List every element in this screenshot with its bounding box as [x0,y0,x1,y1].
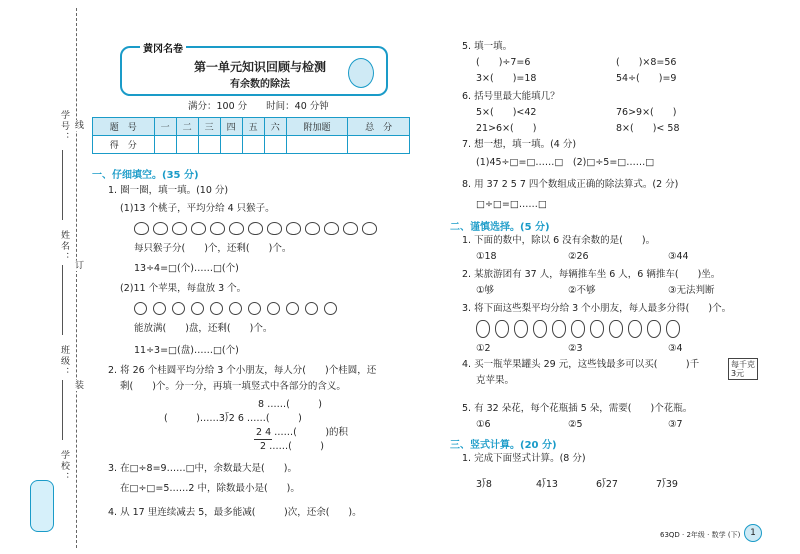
peach-icon [267,222,282,235]
q3: 3. 在□÷8=9……□中，余数最大是( )。 [108,463,297,474]
pear-icon [666,320,680,338]
q5c: 3×( )=18 [476,73,537,84]
score-input[interactable] [242,136,264,154]
apple-icon [210,302,223,315]
table-cell: 六 [264,118,286,136]
pear-icon [495,320,509,338]
footer-info: 63QD · 2年级 · 数学 (下) [660,531,741,539]
seal-mark: 装 [73,380,83,391]
pear-icon [514,320,528,338]
logo: 黄冈名卷 [140,40,186,55]
page-number: 1 [744,524,762,542]
score-table [92,117,410,154]
peach-icon [153,222,168,235]
apple-icon [267,302,280,315]
q5b: ( )×8=56 [616,57,677,68]
table-cell: 四 [220,118,242,136]
pear-icon [590,320,604,338]
peach-icon [343,222,358,235]
q1: 1. 圈一圈，填一填。(10 分) [108,185,229,196]
q1-1b: 13÷4=□(个)……□(个) [134,263,239,274]
pear-icon [476,320,490,338]
q2-dividend: ( )……3⟌2 6 ……( ) [164,413,302,424]
c5-option-1[interactable]: ①6 [476,419,491,430]
table-cell: 五 [242,118,264,136]
pear-icon [628,320,642,338]
v1: 1. 完成下面竖式计算。(8 分) [462,453,586,464]
pear-icon [571,320,585,338]
q8: 8. 用 37 2 5 7 四个数组成正确的除法算式。(2 分) [462,179,679,190]
q6b: 76>9×( ) [616,107,677,118]
c5-option-2[interactable]: ②5 [568,419,583,430]
c4: 4. 买一瓶苹果罐头 29 元，这些钱最多可以买( )千 [462,359,700,370]
peach-icon [210,222,225,235]
apple-icon [134,302,147,315]
c4b: 克苹果。 [476,375,515,386]
peach-icon [191,222,206,235]
table-cell: 总 分 [348,118,410,136]
price-tag: 每千克 3元 [728,358,758,380]
name-blank[interactable] [62,265,63,335]
q1-2b: 11÷3=□(盘)……□(个) [134,345,239,356]
peach-icon [172,222,187,235]
score-input[interactable] [348,136,410,154]
apple-icon [191,302,204,315]
section-1-heading: 一、仔细填空。(35 分) [92,170,199,181]
apple-icon [305,302,318,315]
c3-option-3[interactable]: ③4 [668,343,683,354]
apple-icon [286,302,299,315]
pear-icon [533,320,547,338]
seal-order: 订 [73,260,83,271]
q7a: (1)45÷□=□……□ (2)□÷5=□……□ [476,157,655,168]
score-input[interactable] [286,136,348,154]
q3b: 在□÷□=5……2 中，除数最小是( )。 [120,483,300,494]
peach-icon [229,222,244,235]
table-cell: 题 号 [93,118,155,136]
c5: 5. 有 32 朵花，每个花瓶插 5 朵，需要( )个花瓶。 [462,403,693,414]
q6a: 5×( )<42 [476,107,537,118]
c1-option-1[interactable]: ①18 [476,251,497,262]
peach-icon [324,222,339,235]
peach-row [134,220,381,239]
table-cell: 三 [198,118,220,136]
q5a: ( )÷7=6 [476,57,531,68]
q6c: 21>6×( ) [476,123,537,134]
q1-2a: 能放满( )盘，还剩( )个。 [134,323,273,334]
apple-icon [324,302,337,315]
q6: 6. 括号里最大能填几？ [462,91,560,102]
q1-2: (2)11 个苹果，每盘放 3 个。 [120,283,247,294]
c1-option-3[interactable]: ③44 [668,251,689,262]
score-input[interactable] [264,136,286,154]
q2-quotient: 8 ……( ) [258,399,322,410]
q2b: 剩( )个。分一分，再填一填竖式中各部分的含义。 [120,381,346,392]
id-label: 学号： [59,110,69,143]
peach-icon [362,222,377,235]
binding-line [76,8,77,548]
vertical-calc-3[interactable]: 6⟌27 [596,479,618,490]
class-blank[interactable] [62,380,63,440]
q1-1a: 每只猴子分( )个，还剩( )个。 [134,243,292,254]
q5d: 54÷( )=9 [616,73,677,84]
page-subtitle: 有余数的除法 [230,79,290,90]
c3: 3. 将下面这些梨平均分给 3 个小朋友，每人最多分得( )个。 [462,303,732,314]
score-input[interactable] [176,136,198,154]
seal-line: 线 [73,120,83,131]
q2: 2. 将 26 个桂圆平均分给 3 个小朋友，每人分( )个桂圆，还 [108,365,377,376]
score-input[interactable] [220,136,242,154]
score-input[interactable] [198,136,220,154]
table-cell: 二 [176,118,198,136]
q1-1: (1)13 个桃子，平均分给 4 只猴子。 [120,203,275,214]
section-2-heading: 二、谨慎选择。(5 分) [450,222,550,233]
apple-icon [172,302,185,315]
pear-icon [647,320,661,338]
c3-option-1[interactable]: ①2 [476,343,491,354]
peach-icon [305,222,320,235]
section-3-heading: 三、竖式计算。(20 分) [450,440,557,451]
c5-option-3[interactable]: ③7 [668,419,683,430]
mascot-icon [30,480,54,532]
pear-icon [609,320,623,338]
apple-row [134,300,343,319]
class-label: 班级： [59,345,69,378]
peach-icon [248,222,263,235]
q4: 4. 从 17 里连续减去 5，最多能减( )次，还余( )。 [108,507,362,518]
c2-option-3[interactable]: ③无法判断 [668,285,715,296]
q2-remainder: 2 ……( ) [260,441,324,452]
apple-icon [153,302,166,315]
vertical-calc-4[interactable]: 7⟌39 [656,479,678,490]
q7: 7. 想一想，填一填。(4 分) [462,139,577,150]
table-cell: 附加题 [286,118,348,136]
c2: 2. 某旅游团有 37 人，每辆推车坐 6 人，6 辆推车( )坐。 [462,269,721,280]
pear-icon [552,320,566,338]
score-input[interactable] [154,136,176,154]
c1: 1. 下面的数中，除以 6 没有余数的是( )。 [462,235,656,246]
table-cell: 得 分 [93,136,155,154]
table-cell: 一 [154,118,176,136]
q5: 5. 填一填。 [462,41,513,52]
c3-option-2[interactable]: ②3 [568,343,583,354]
c2-option-1[interactable]: ①够 [476,285,495,296]
page-title: 第一单元知识回顾与检测 [193,60,326,74]
pear-row [476,320,685,342]
score-time: 满分：100 分 时间：40 分钟 [188,101,329,112]
id-blank[interactable] [62,150,63,220]
c1-option-2[interactable]: ②26 [568,251,589,262]
peach-icon [286,222,301,235]
peach-icon [134,222,149,235]
q8b: □÷□=□……□ [476,199,547,210]
name-label: 姓名： [59,230,69,263]
vertical-calc-2[interactable]: 4⟌13 [536,479,558,490]
school-label: 学校： [59,450,69,483]
q6d: 8×( )< 58 [616,123,680,134]
vertical-calc-1[interactable]: 3⟌8 [476,479,492,490]
rabbit-icon [348,58,374,88]
apple-icon [248,302,261,315]
q2-product: 2 4 ……( )的积 [256,427,349,438]
c2-option-2[interactable]: ②不够 [568,285,596,296]
apple-icon [229,302,242,315]
